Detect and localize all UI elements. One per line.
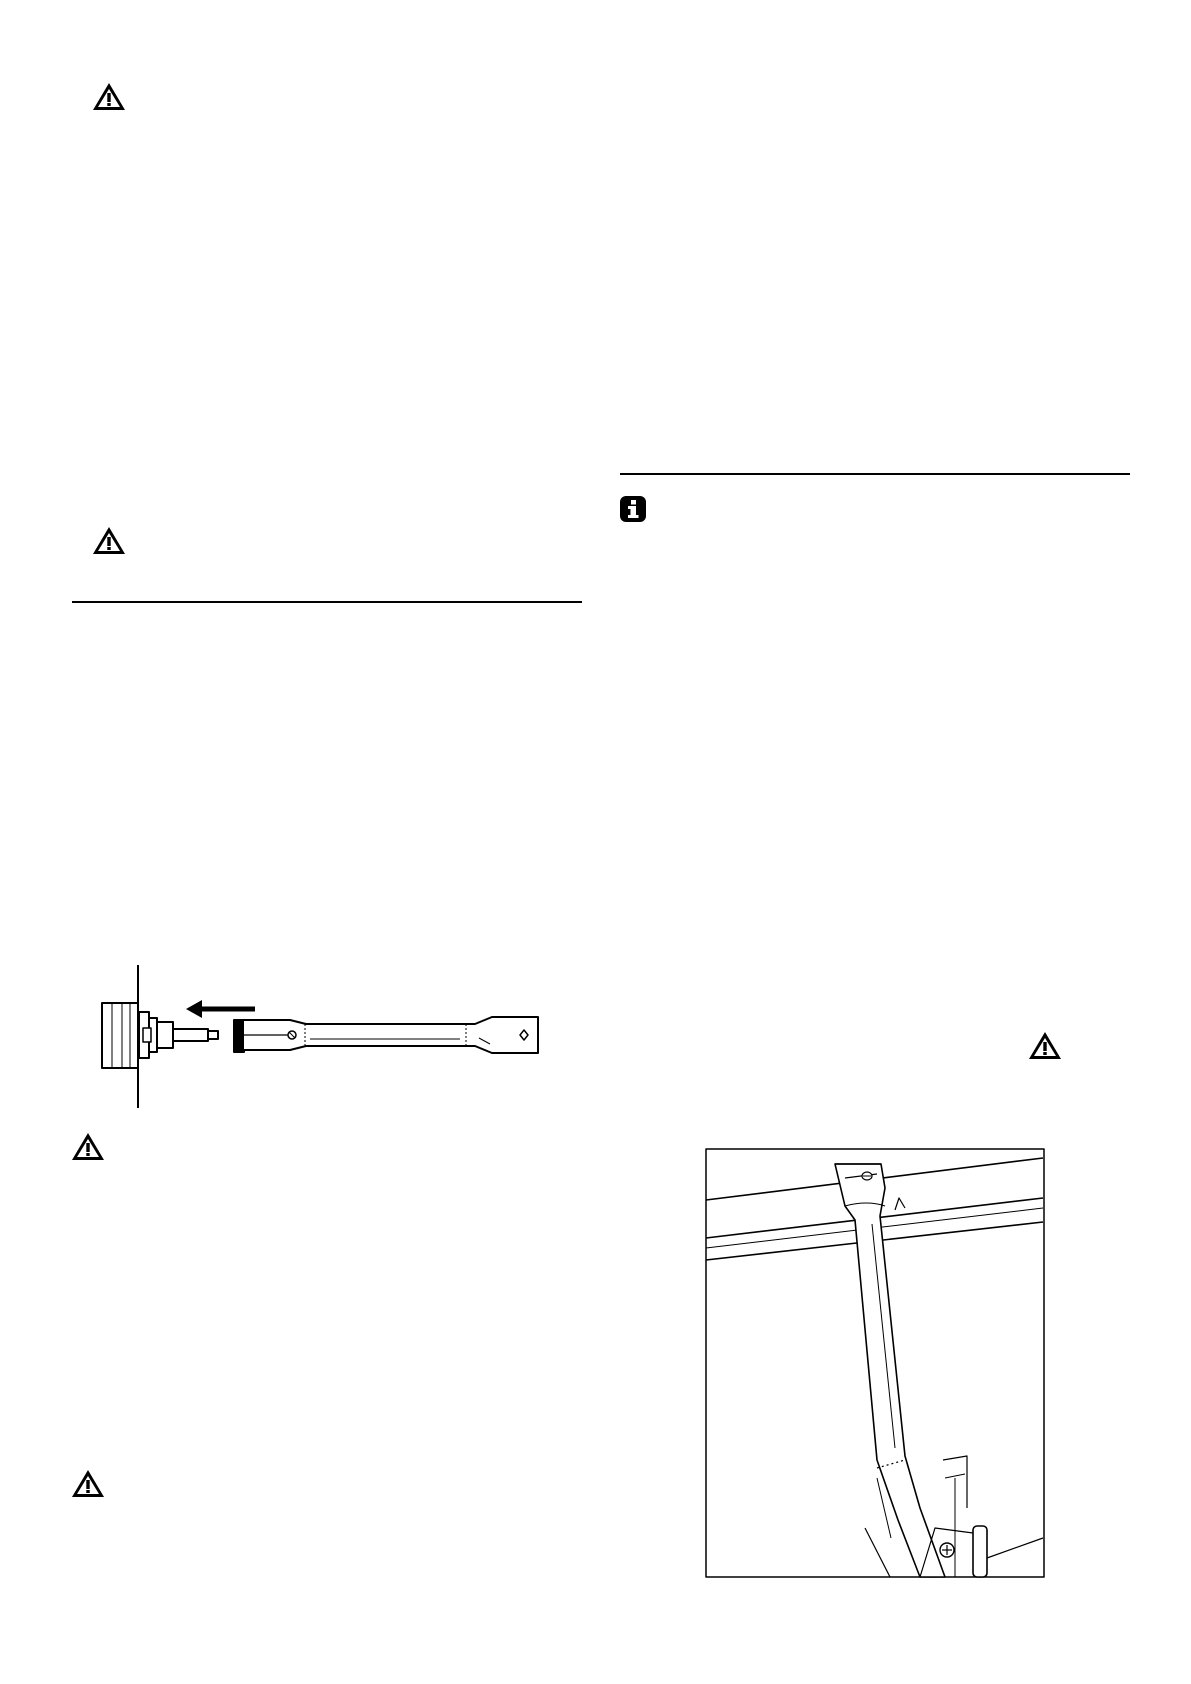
figure-burner-connection (90, 960, 550, 1115)
section-divider-right (620, 473, 1130, 475)
warning-icon-right (1027, 1030, 1063, 1061)
figure-burner-in-grill (705, 1148, 1047, 1585)
warning-icon-top-left (91, 81, 127, 112)
warning-icon-left-3 (70, 1131, 106, 1162)
warning-icon-left-4 (70, 1468, 106, 1499)
section-divider-left (72, 601, 582, 603)
warning-icon-left-2 (91, 525, 127, 556)
info-icon (619, 495, 647, 523)
